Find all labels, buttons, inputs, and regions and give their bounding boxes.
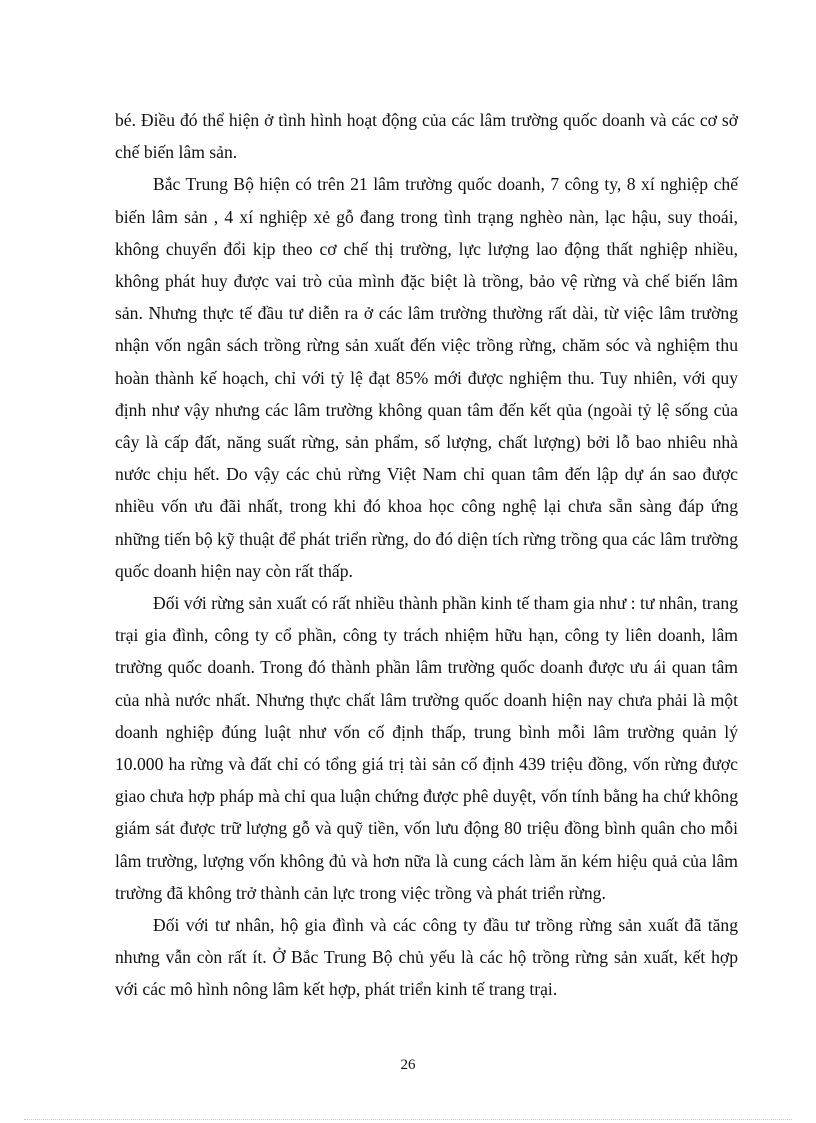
document-body [115,104,738,1006]
paragraph-continuation: bé. Điều đó thể hiện ở tình hình hoạt động của các lâm trường quốc doanh và các cơ sở chế biến lâm sản. [115,110,738,163]
page-number: 26 [400,1057,416,1073]
footer-divider [24,1119,792,1120]
paragraph-forestry-enterprises: Bắc Trung Bộ hiện có trên 21 lâm trường quốc doanh, 7 công ty, 8 xí nghiệp chế biến lâm sản , 4 xí nghiệp xẻ gỗ đang trong tình trạng nghèo nàn, lạc hậu, suy thoái, không chuyển đổi kịp theo cơ chế thị trường, lực lượng lao động thất nghiệp nhiều, không phát huy được vai trò của mình đặc biệt là trồng, bảo vệ rừng và chế biến lâm sản. Nhưng thực tế đầu tư diễn ra ở các lâm trường thường rất dài, từ việc lâm trường nhận vốn ngân sách trồng rừng sản xuất đến việc trồng rừng, chăm sóc và nghiệm thu hoàn thành kế hoạch, chỉ với tỷ lệ đạt 85% mới được nghiệm thu. Tuy nhiên, với quy định như vậy nhưng các lâm trường không quan tâm đến kết qủa (ngoài tỷ lệ sống của cây là cấp đất, năng suất rừng, sản phẩm, số lượng, chất lượng) bởi lỗ bao nhiêu nhà nước chịu hết. Do vậy các chủ rừng Việt Nam chỉ quan tâm đến lập dự án sao được nhiều vốn ưu đãi nhất, trong khi đó khoa học công nghệ lại chưa sẵn sàng đáp ứng những tiến bộ kỹ thuật để phát triển rừng, do đó diện tích rừng trồng qua các lâm trường quốc doanh hiện nay còn rất thấp. [115,174,738,581]
paragraph-private-households: Đối với tư nhân, hộ gia đình và các công ty đầu tư trồng rừng sản xuất đã tăng nhưng vẫn còn rất ít. Ở Bắc Trung Bộ chủ yếu là các hộ trồng rừng sản xuất, kết hợp với các mô hình nông lâm kết hợp, phát triển kinh tế trang trại. [115,915,738,1000]
paragraph-production-forest: Đối với rừng sản xuất có rất nhiều thành phần kinh tế tham gia như : tư nhân, trang trại gia đình, công ty cổ phần, công ty trách nhiệm hữu hạn, công ty liên doanh, lâm trường quốc doanh. Trong đó thành phần lâm trường quốc doanh được ưu ái quan tâm của nhà nước nhất. Nhưng thực chất lâm trường quốc doanh hiện nay chưa phải là một doanh nghiệp đúng luật như vốn cố định thấp, trung bình mỗi lâm trường quản lý 10.000 ha rừng và đất chỉ có tổng giá trị tài sản cố định 439 triệu đồng, vốn rừng được giao chưa hợp pháp mà chỉ qua luận chứng được phê duyệt, vốn tính bằng ha chứ không giám sát được trữ lượng gỗ và quỹ tiền, vốn lưu động 80 triệu đồng bình quân cho mỗi lâm trường, lượng vốn không đủ và hơn nữa là cung cách làm ăn kém hiệu quả của lâm trường đã không trở thành cản lực trong việc trồng và phát triển rừng. [115,593,738,903]
